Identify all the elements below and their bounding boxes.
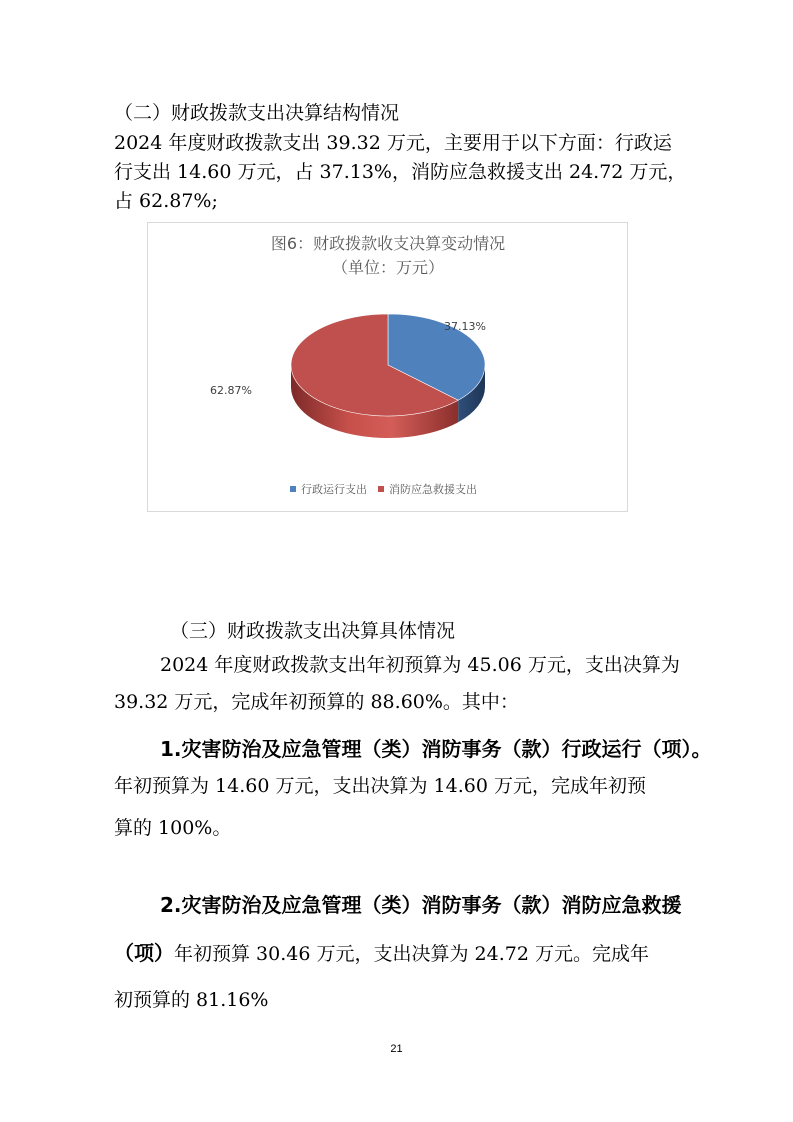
legend-label-admin: 行政运行支出 <box>301 483 367 496</box>
section2-line-2: 行支出 14.60 万元，占 37.13%，消防应急救援支出 24.72 万元， <box>114 161 687 183</box>
section2-line-1: 2024 年度财政拨款支出 39.32 万元，主要用于以下方面：行政运 <box>114 132 672 154</box>
chart-subtitle: （单位：万元） <box>331 258 445 277</box>
pie-chart <box>148 223 627 511</box>
section3-line-2: 39.32 万元，完成年初预算的 88.60%。其中： <box>114 691 519 713</box>
pie-chart-container <box>147 222 628 512</box>
item1-line-2: 算的 100%。 <box>114 817 232 839</box>
section2-heading: （二）财政拨款支出决算结构情况 <box>114 102 400 124</box>
data-label-rescue: 62.87% <box>210 384 252 397</box>
chart-title: 图6：财政拨款收支决算变动情况 <box>270 234 506 253</box>
legend-label-rescue: 消防应急救援支出 <box>389 483 477 496</box>
data-label-admin: 37.13% <box>444 320 486 333</box>
page-number: 21 <box>390 1043 403 1055</box>
item2-title-line-1: 2.灾害防治及应急管理（类）消防事务（款）消防应急救援 <box>160 893 682 917</box>
legend-marker-rescue <box>378 486 384 492</box>
section3-heading: （三）财政拨款支出决算具体情况 <box>170 620 456 642</box>
item2-line-2-text: 年初预算 30.46 万元，支出决算为 24.72 万元。完成年 <box>174 943 649 965</box>
item2-line-3: 初预算的 81.16% <box>114 989 269 1011</box>
section3-line-1: 2024 年度财政拨款支出年初预算为 45.06 万元，支出决算为 <box>160 654 680 676</box>
item1-line-1: 年初预算为 14.60 万元，支出决算为 14.60 万元，完成年初预 <box>114 775 646 797</box>
legend-marker-admin <box>290 486 296 492</box>
section2-line-3: 占 62.87%; <box>114 190 218 212</box>
item2-line-2 <box>114 941 649 966</box>
item1-title: 1.灾害防治及应急管理（类）消防事务（款）行政运行（项）。 <box>160 737 712 761</box>
item2-title-line-2: （项） <box>114 941 174 965</box>
